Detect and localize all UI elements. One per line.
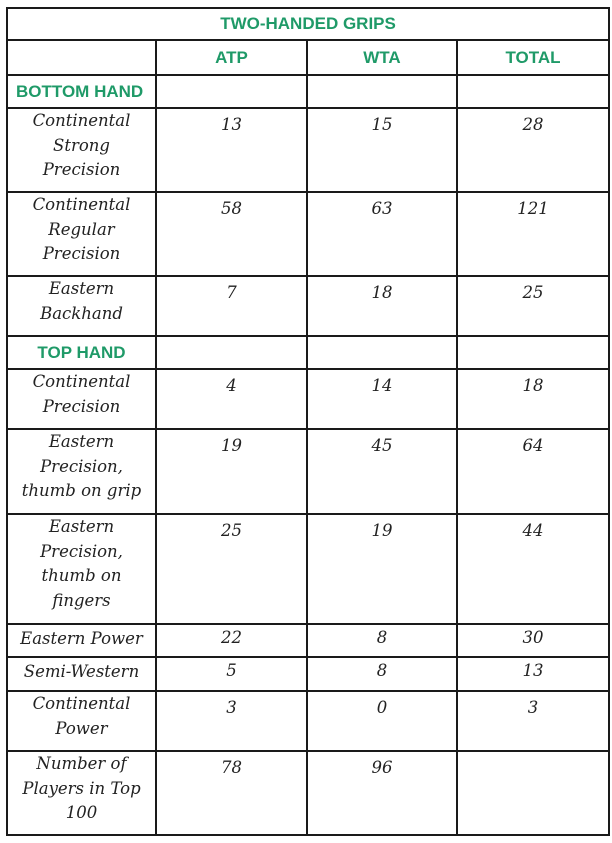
row-label-line: thumb on grip	[21, 481, 142, 500]
section-empty-cell	[307, 336, 457, 369]
section-empty-cell	[156, 75, 307, 108]
wta-value: 19	[307, 514, 457, 624]
row-label-line: Eastern Power	[20, 629, 143, 648]
table-row	[7, 691, 609, 751]
atp-value: 5	[156, 657, 307, 691]
wta-value: 0	[307, 691, 457, 751]
row-label-line: Strong	[53, 135, 110, 155]
total-value	[457, 751, 609, 835]
column-header-total: TOTAL	[457, 40, 609, 75]
row-label-line: Semi-Western	[23, 662, 140, 681]
section-empty-cell	[156, 336, 307, 369]
wta-value: 96	[307, 751, 457, 835]
total-value: 30	[457, 624, 609, 657]
table-row	[7, 369, 609, 429]
table-row	[7, 624, 609, 657]
row-label-line: Number of	[36, 754, 127, 773]
row-label-line: Precision	[42, 160, 121, 179]
wta-value: 63	[307, 192, 457, 276]
table-row	[7, 276, 609, 336]
section-empty-cell	[457, 75, 609, 108]
table-row	[7, 657, 609, 691]
row-label	[7, 108, 156, 192]
row-label	[7, 369, 156, 429]
row-label-line: Precision	[42, 244, 121, 263]
row-label	[7, 691, 156, 751]
row-label-line: Eastern	[48, 432, 115, 451]
row-label-line: Backhand	[40, 303, 123, 323]
row-label-line: Precision	[42, 396, 121, 416]
atp-value: 13	[156, 108, 307, 192]
column-header-atp: ATP	[156, 40, 307, 75]
wta-value: 8	[307, 657, 457, 691]
row-label-line: Regular	[48, 219, 115, 239]
atp-value: 22	[156, 624, 307, 657]
atp-value: 58	[156, 192, 307, 276]
row-label-line: Continental	[32, 111, 131, 130]
row-label-line: Eastern	[48, 517, 115, 536]
atp-value: 19	[156, 429, 307, 514]
wta-value: 45	[307, 429, 457, 514]
row-label-line: 100	[65, 803, 98, 822]
row-label-line: thumb on	[41, 566, 122, 585]
total-value: 28	[457, 108, 609, 192]
total-value: 64	[457, 429, 609, 514]
total-value: 18	[457, 369, 609, 429]
row-label	[7, 192, 156, 276]
header-corner	[7, 40, 156, 75]
table-row	[7, 108, 609, 192]
row-label-line: Continental	[32, 694, 131, 713]
wta-value: 8	[307, 624, 457, 657]
row-label-line: Precision,	[40, 541, 123, 561]
row-label-line: Precision,	[40, 456, 123, 476]
total-value: 121	[457, 192, 609, 276]
row-label	[7, 514, 156, 624]
row-label	[7, 751, 156, 835]
total-value: 13	[457, 657, 609, 691]
row-label-line: Eastern	[48, 279, 115, 298]
total-value: 25	[457, 276, 609, 336]
row-label	[7, 624, 156, 657]
two-handed-grips-table	[6, 7, 610, 836]
row-label-line: Continental	[32, 195, 131, 214]
row-label	[7, 657, 156, 691]
wta-value: 14	[307, 369, 457, 429]
table-row	[7, 514, 609, 624]
total-value: 44	[457, 514, 609, 624]
section-header-bottom-hand: BOTTOM HAND	[7, 75, 156, 108]
table-row-players-count	[7, 751, 609, 835]
table-row	[7, 192, 609, 276]
atp-value: 25	[156, 514, 307, 624]
wta-value: 18	[307, 276, 457, 336]
total-value: 3	[457, 691, 609, 751]
row-label	[7, 276, 156, 336]
table-title: TWO-HANDED GRIPS	[7, 8, 609, 40]
section-empty-cell	[457, 336, 609, 369]
atp-value: 3	[156, 691, 307, 751]
row-label	[7, 429, 156, 514]
atp-value: 7	[156, 276, 307, 336]
section-empty-cell	[307, 75, 457, 108]
column-header-wta: WTA	[307, 40, 457, 75]
atp-value: 78	[156, 751, 307, 835]
atp-value: 4	[156, 369, 307, 429]
wta-value: 15	[307, 108, 457, 192]
table-row	[7, 429, 609, 514]
row-label-line: Players in Top	[22, 778, 141, 798]
row-label-line: Continental	[32, 372, 131, 391]
row-label-line: fingers	[52, 590, 111, 610]
row-label-line: Power	[55, 718, 108, 738]
section-header-top-hand: TOP HAND	[7, 336, 156, 369]
